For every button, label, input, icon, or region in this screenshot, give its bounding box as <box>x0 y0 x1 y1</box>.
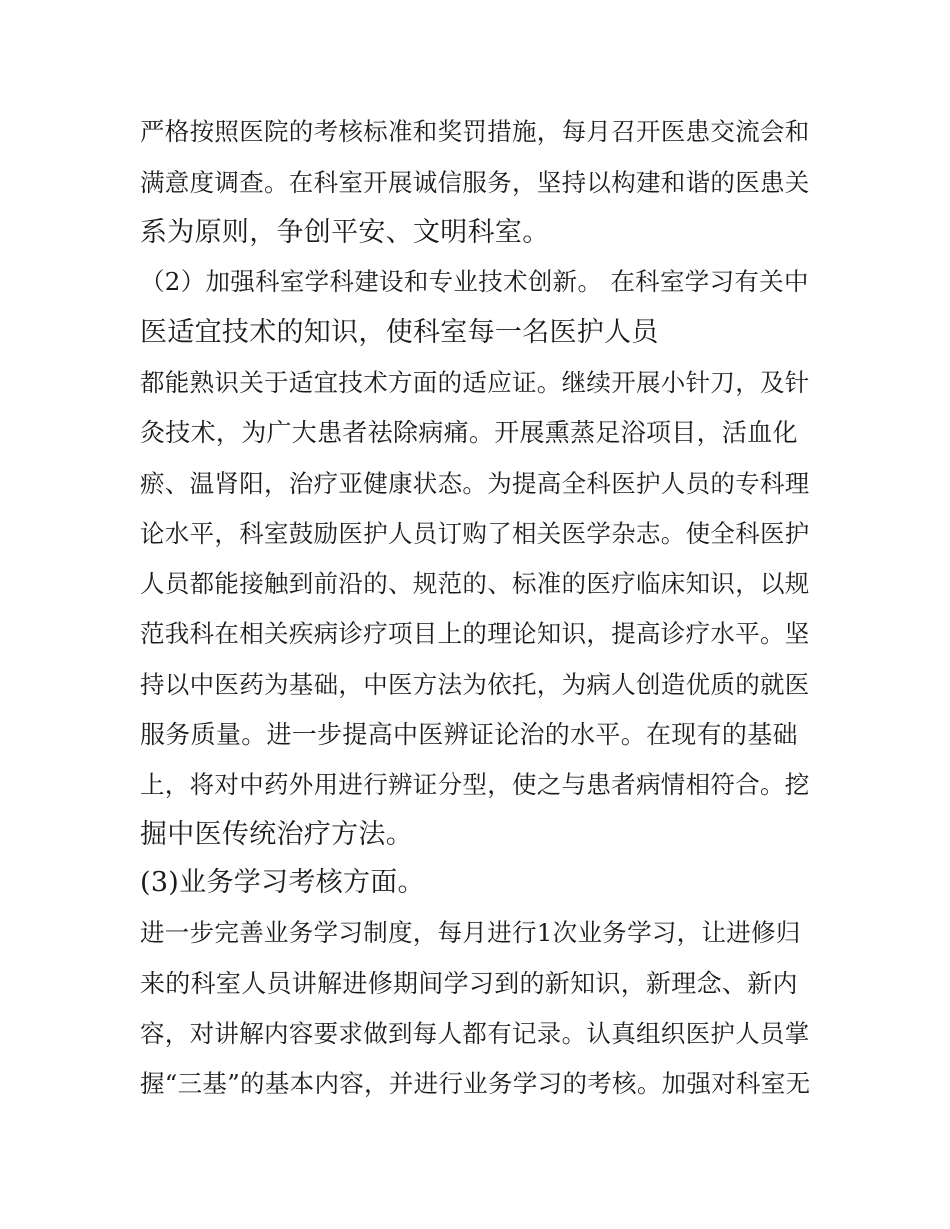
text-line: 范我科在相关疾病诊疗项目上的理论知识，提高诊疗水平。坚 <box>140 619 810 648</box>
text-line: 严格按照医院的考核标准和奖罚措施，每月召开医患交流会和 <box>140 117 810 146</box>
text-line: 进一步完善业务学习制度，每月进行1次业务学习，让进修归 <box>140 918 801 947</box>
text-line: (3)业务学习考核方面。 <box>140 867 425 898</box>
text-line: 瘀、温肾阳，治疗亚健康状态。为提高全科医护人员的专科理 <box>140 469 810 498</box>
text-line: 容，对讲解内容要求做到每人都有记录。认真组织医护人员掌 <box>140 1019 810 1048</box>
text-line: 医适宜技术的知识，使科室每一名医护人员 <box>140 317 659 348</box>
text-line: （2）加强科室学科建设和专业技术创新。 在科室学习有关中 <box>140 267 809 296</box>
text-line: 论水平，科室鼓励医护人员订购了相关医学杂志。使全科医护 <box>140 519 810 548</box>
text-line: 来的科室人员讲解进修期间学习到的新知识，新理念、新内 <box>140 969 798 998</box>
text-line: 持以中医药为基础，中医方法为依托，为病人创造优质的就医 <box>140 670 810 699</box>
text-line: 人员都能接触到前沿的、规范的、标准的医疗临床知识，以规 <box>140 569 810 598</box>
text-line: 掘中医传统治疗方法。 <box>140 819 413 850</box>
text-line: 系为原则，争创平安、文明科室。 <box>140 217 550 248</box>
text-line: 都能熟识关于适宜技术方面的适应证。继续开展小针刀，及针 <box>140 368 810 397</box>
text-line: 灸技术，为广大患者祛除病痛。开展熏蒸足浴项目，活血化 <box>140 418 798 447</box>
text-line: 服务质量。进一步提高中医辨证论治的水平。在现有的基础 <box>140 720 798 749</box>
text-line: 满意度调查。在科室开展诚信服务，坚持以构建和谐的医患关 <box>140 168 810 197</box>
text-line: 握“三基”的基本内容，并进行业务学习的考核。加强对科室无 <box>140 1069 811 1098</box>
text-line: 上，将对中药外用进行辨证分型，使之与患者病情相符合。挖 <box>140 770 810 799</box>
